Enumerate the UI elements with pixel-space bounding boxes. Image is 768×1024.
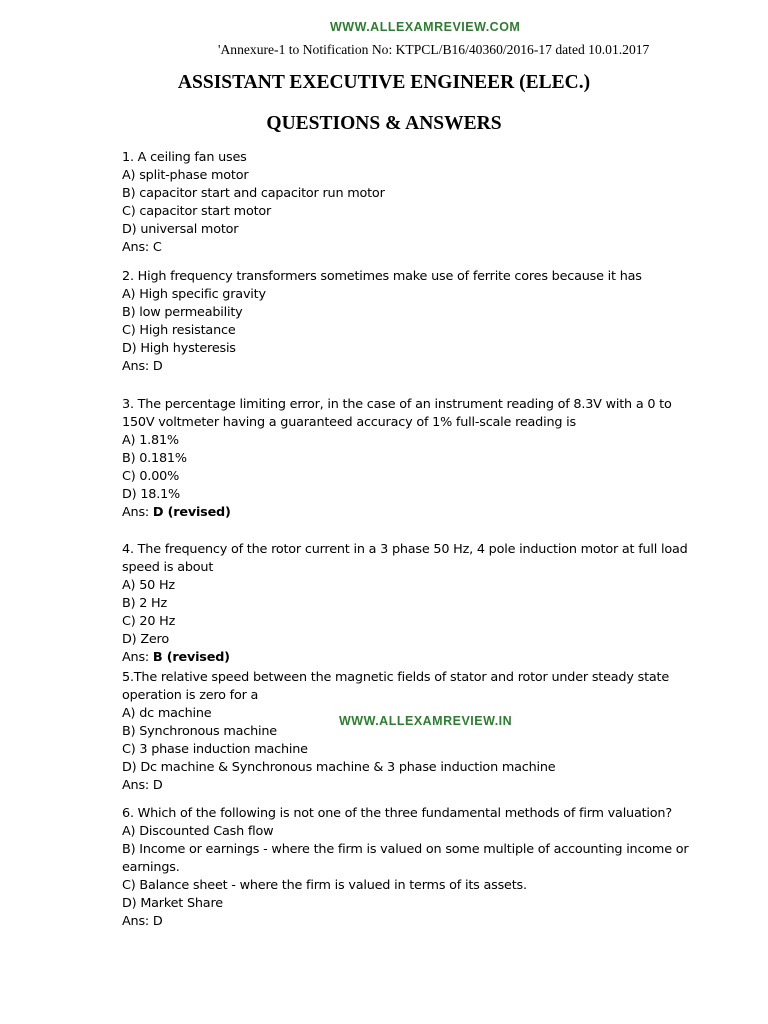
document-title — [0, 72, 768, 94]
question-block-2 — [122, 268, 692, 376]
question-text: 1. A ceiling fan uses — [122, 150, 247, 165]
question-block-4 — [122, 541, 692, 667]
question-block-1 — [122, 149, 692, 257]
question-text: 5.The relative speed between the magnetic fields of stator and rotor under steady state operation is zero for a — [122, 670, 670, 703]
option-a: A) 1.81% — [122, 433, 179, 448]
answer-value: B (revised) — [152, 650, 230, 665]
option-c: C) Balance sheet - where the firm is valued in terms of its assets. — [122, 878, 527, 893]
answer-value: D (revised) — [152, 505, 231, 520]
option-b: B) capacitor start and capacitor run motor — [122, 186, 385, 201]
annexure-line: 'Annexure-1 to Notification No: KTPCL/B16/40360/2016-17 dated 10.01.2017 — [218, 42, 650, 57]
option-c: C) 0.00% — [122, 469, 180, 484]
answer — [122, 239, 692, 257]
question-text: 4. The frequency of the rotor current in a 3 phase 50 Hz, 4 pole induction motor at full load speed is about — [122, 542, 688, 575]
option-d: D) Market Share — [122, 896, 223, 911]
option-d: D) universal motor — [122, 222, 239, 237]
option-d: D) High hysteresis — [122, 341, 236, 356]
option-b: B) Synchronous machine — [122, 724, 277, 739]
option-b: B) 0.181% — [122, 451, 187, 466]
answer-label: Ans: — [122, 359, 150, 374]
option-c: C) capacitor start motor — [122, 204, 272, 219]
answer-value: D — [152, 359, 163, 374]
answer-value: C — [152, 240, 162, 255]
option-a: A) High specific gravity — [122, 287, 266, 302]
option-a: A) dc machine — [122, 706, 212, 721]
question-block-3 — [122, 396, 692, 522]
answer-label: Ans: — [122, 778, 150, 793]
answer — [122, 504, 692, 522]
option-c: C) 3 phase induction machine — [122, 742, 308, 757]
answer — [122, 649, 692, 667]
question-text: 3. The percentage limiting error, in the case of an instrument reading of 8.3V with a 0 to 150V voltmeter having a guaranteed accuracy of 1% full-scale reading is — [122, 397, 672, 430]
document-title-text: ASSISTANT EXECUTIVE ENGINEER (ELEC.) — [177, 72, 591, 93]
question-block-5 — [122, 669, 692, 795]
option-c: C) 20 Hz — [122, 614, 176, 629]
question-text: 2. High frequency transformers sometimes make use of ferrite cores because it has — [122, 269, 642, 284]
question-text: 6. Which of the following is not one of the three fundamental methods of firm valuation? — [122, 806, 672, 821]
answer — [122, 777, 692, 795]
option-b: B) low permeability — [122, 305, 243, 320]
option-b: B) 2 Hz — [122, 596, 167, 611]
answer-value: D — [152, 778, 163, 793]
option-d: D) 18.1% — [122, 487, 180, 502]
option-a: A) Discounted Cash flow — [122, 824, 274, 839]
option-a: A) 50 Hz — [122, 578, 175, 593]
option-d: D) Dc machine & Synchronous machine & 3 phase induction machine — [122, 760, 556, 775]
option-c: C) High resistance — [122, 323, 236, 338]
watermark-top: WWW.ALLEXAMREVIEW.COM — [330, 20, 521, 34]
answer-value: D — [152, 914, 163, 929]
option-b: B) Income or earnings - where the firm is valued on some multiple of accounting income or earnings. — [122, 842, 689, 875]
answer-label: Ans: — [122, 240, 150, 255]
document-subtitle: QUESTIONS & ANSWERS — [266, 113, 502, 134]
answer-label: Ans: — [122, 650, 150, 665]
answer — [122, 913, 692, 931]
option-d: D) Zero — [122, 632, 169, 647]
question-block-6 — [122, 805, 692, 931]
answer-label: Ans: — [122, 505, 150, 520]
option-a: A) split-phase motor — [122, 168, 249, 183]
watermark-middle: WWW.ALLEXAMREVIEW.IN — [339, 714, 513, 728]
answer-label: Ans: — [122, 914, 150, 929]
answer — [122, 358, 692, 376]
